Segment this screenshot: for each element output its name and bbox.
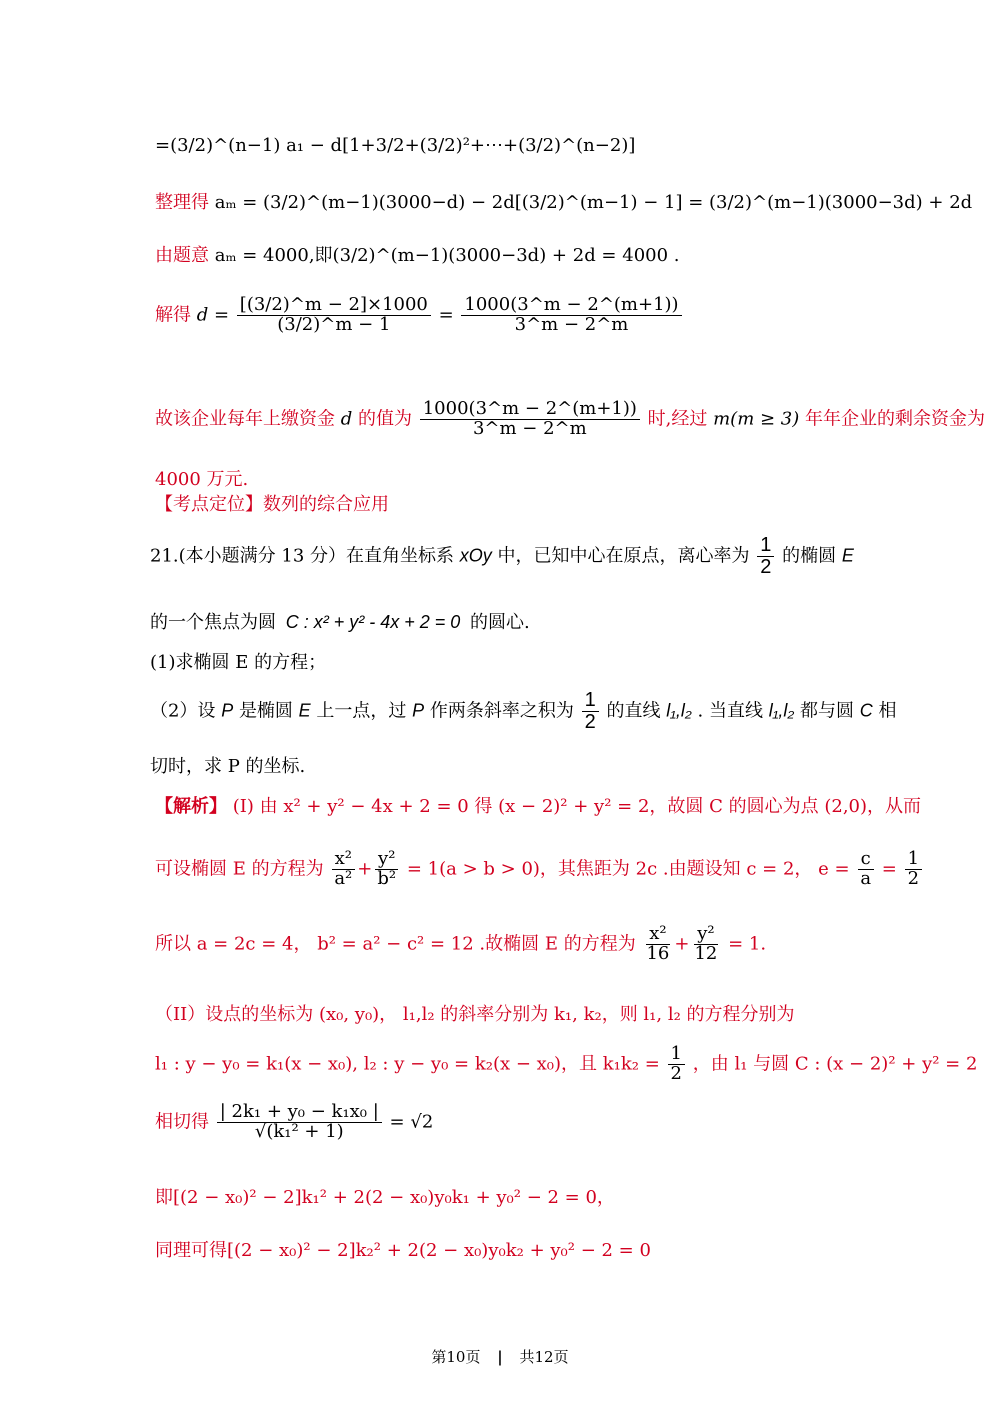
fraction-half: $\frac{1}{2}$ — [905, 850, 922, 889]
fraction-eccentricity: $\frac{1}{2}$ — [757, 535, 774, 578]
problem-21-part-1: (1)求椭圆 E 的方程； — [150, 652, 327, 673]
formula-line-2 — [155, 188, 972, 214]
footer-separator: | — [497, 1348, 503, 1366]
fraction-x2-a2: $\frac{\text{x²}}{\text{a²}}$ — [331, 850, 355, 889]
formula-line-3 — [155, 241, 680, 267]
problem-21-line-2: 的一个焦点为圆 C : x² + y² - 4x + 2 = 0 的圆心. — [150, 612, 530, 633]
fraction-c-a: $\frac{c}{a}$ — [857, 850, 874, 889]
fraction-x2-16: $\frac{\text{x²}}{16}$ — [646, 923, 670, 964]
label-jiede: 解得 — [155, 304, 191, 326]
problem-21-line-1: 21.(本小题满分 13 分）在直角坐标系 xOy 中，已知中心在原点，离心率为 $\frac{1}{2}$ 的椭圆 E — [150, 534, 854, 578]
formula-line-4: 解得 d = $\frac{[(3/2)\^{}m - 2]\times 1000}{(3/2)\^{}m - 1}$ = $\frac{1000(3\^{}m - 2\^{}(m+1))}{3\^{}m - 2\^{}m}$ — [155, 296, 684, 335]
label-youtiyi: 由题意 — [155, 245, 209, 266]
solution-line-2: 可设椭圆 E 的方程为 $\frac{\text{x²}}{\text{a²}}$ + $\frac{\text{y²}}{\text{b²}}$ = 1(a > b > 0)，其焦距为 2c .由题设知 c = 2， e = $\frac{c}{a}$ = $\frac{1}{2}$ — [155, 850, 924, 889]
problem-21-line-5: 切时，求 P 的坐标. — [150, 756, 306, 777]
solution-line-8: 同理可得[(2 − x₀)² − 2]k₂² + 2(2 − x₀)y₀k₂ + y₀² − 2 = 0 — [155, 1240, 651, 1261]
label-zhengli: 整理得 — [155, 192, 209, 213]
solution-line-1: 【解析】 (I) 由 x² + y² − 4x + 2 = 0 得 (x − 2)² + y² = 2，故圆 C 的圆心为点 (2,0)，从而 — [155, 796, 922, 817]
fraction-d-value: $\frac{1000(3\^{}m - 2\^{}(m+1))}{3\^{}m - 2\^{}m}$ — [420, 400, 640, 439]
label-jiexi: 【解析】 — [155, 796, 227, 817]
fraction-y2-b2: $\frac{\text{y²}}{\text{b²}}$ — [374, 850, 399, 889]
fraction-y2-12: $\frac{\text{y²}}{12}$ — [694, 923, 718, 964]
fraction-tangent-distance: $\frac{\text{| 2k₁ + y₀ − k₁x₀ |}}{\text{√(k₁² + 1)}}$ — [217, 1103, 382, 1142]
page-total: 共12页 — [519, 1348, 569, 1366]
formula-am: aₘ = (3/2)^(m−1)(3000−d) − 2d[(3/2)^(m−1) − 1] = (3/2)^(m−1)(3000−3d) + 2d — [214, 192, 973, 213]
fraction-k1k2: $\frac{1}{2}$ — [668, 1045, 685, 1084]
kaodian-dingwei: 【考点定位】数列的综合应用 — [155, 494, 389, 515]
page-number: 第10页 — [431, 1348, 481, 1366]
solution-line-5: l₁ : y − y₀ = k₁(x − x₀), l₂ : y − y₀ = k₂(x − x₀)，且 k₁k₂ = $\frac{1}{2}$ ，由 l₁ 与圆 C : (x − 2)² + y² = 2 — [155, 1043, 978, 1084]
solution-line-3: 所以 a = 2c = 4， b² = a² − c² = 12 .故椭圆 E 的方程为 $\frac{\text{x²}}{16}$ + $\frac{\text{y²}}{12}$ = 1. — [155, 923, 767, 964]
conclusion-line-2: 4000 万元. — [155, 469, 249, 490]
fraction-d-1: $\frac{[(3/2)\^{}m - 2]\times 1000}{(3/2)\^{}m - 1}$ — [237, 296, 431, 335]
formula-condition: aₘ = 4000,即(3/2)^(m−1)(3000−3d) + 2d = 4000 . — [214, 245, 680, 266]
formula-line-1: =(3/2)^(n−1) a₁ − d[1+3/2+(3/2)²+⋯+(3/2)^(n−2)] — [155, 135, 636, 156]
page-footer — [0, 1346, 1000, 1367]
fraction-slope-product: $\frac{1}{2}$ — [582, 690, 599, 733]
fraction-d-2: $\frac{1000(3\^{}m - 2\^{}(m+1))}{3\^{}m - 2\^{}m}$ — [461, 296, 681, 335]
problem-21-part-2: （2）设 P 是椭圆 E 上一点，过 P 作两条斜率之积为 $\frac{1}{2}$ 的直线 l₁,l₂ . 当直线 l₁,l₂ 都与圆 C 相 — [150, 689, 897, 733]
solution-line-7: 即[(2 − x₀)² − 2]k₁² + 2(2 − x₀)y₀k₁ + y₀² − 2 = 0， — [155, 1187, 615, 1208]
solution-line-6: 相切得 $\frac{\text{| 2k₁ + y₀ − k₁x₀ |}}{\text{√(k₁² + 1)}}$ = √2 — [155, 1101, 434, 1142]
var-d: d — [196, 304, 209, 326]
conclusion-line: 故该企业每年上缴资金 d 的值为 $\frac{1000(3\^{}m - 2\^{}(m+1))}{3\^{}m - 2\^{}m}$ 时,经过 m(m ≥ 3) 年年企业的剩余资金为 — [155, 398, 986, 439]
solution-line-4: （II）设点的坐标为 (x₀, y₀)， l₁,l₂ 的斜率分别为 k₁, k₂，则 l₁, l₂ 的方程分别为 — [155, 1004, 795, 1025]
